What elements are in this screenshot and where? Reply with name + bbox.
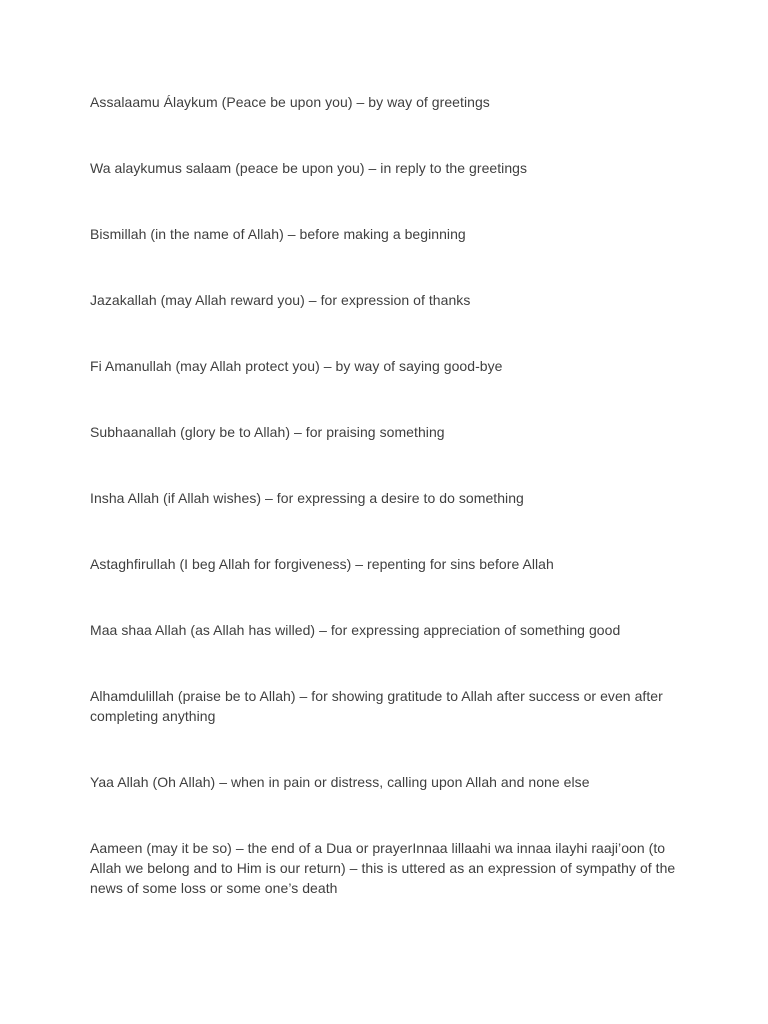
phrase-entry: Yaa Allah (Oh Allah) – when in pain or distress, calling upon Allah and none else [90,774,590,790]
phrase-entry: Aameen (may it be so) – the end of a Dua or prayerInnaa lillaahi wa innaa ilayhi raaji’oon (to Allah we belong and to Him is our return) – this is uttered as an expression of sympathy of the news of some loss or some one’s death [90,840,676,896]
phrase-entry: Assalaamu Álaykum (Peace be upon you) – by way of greetings [90,94,490,110]
phrase-entry: Fi Amanullah (may Allah protect you) – by way of saying good-bye [90,358,503,374]
phrase-list [90,92,680,944]
phrase-entry: Maa shaa Allah (as Allah has willed) – for expressing appreciation of something good [90,622,621,638]
phrase-entry: Astaghfirullah (I beg Allah for forgiveness) – repenting for sins before Allah [90,556,554,572]
phrase-entry: Insha Allah (if Allah wishes) – for expressing a desire to do something [90,490,524,506]
phrase-entry: Wa alaykumus salaam (peace be upon you) – in reply to the greetings [90,160,528,176]
phrase-entry: Bismillah (in the name of Allah) – before making a beginning [90,226,466,242]
phrase-entry: Subhaanallah (glory be to Allah) – for praising something [90,424,445,440]
phrase-entry: Alhamdulillah (praise be to Allah) – for showing gratitude to Allah after success or even after completing anything [90,688,663,724]
phrase-entry: Jazakallah (may Allah reward you) – for expression of thanks [90,292,471,308]
